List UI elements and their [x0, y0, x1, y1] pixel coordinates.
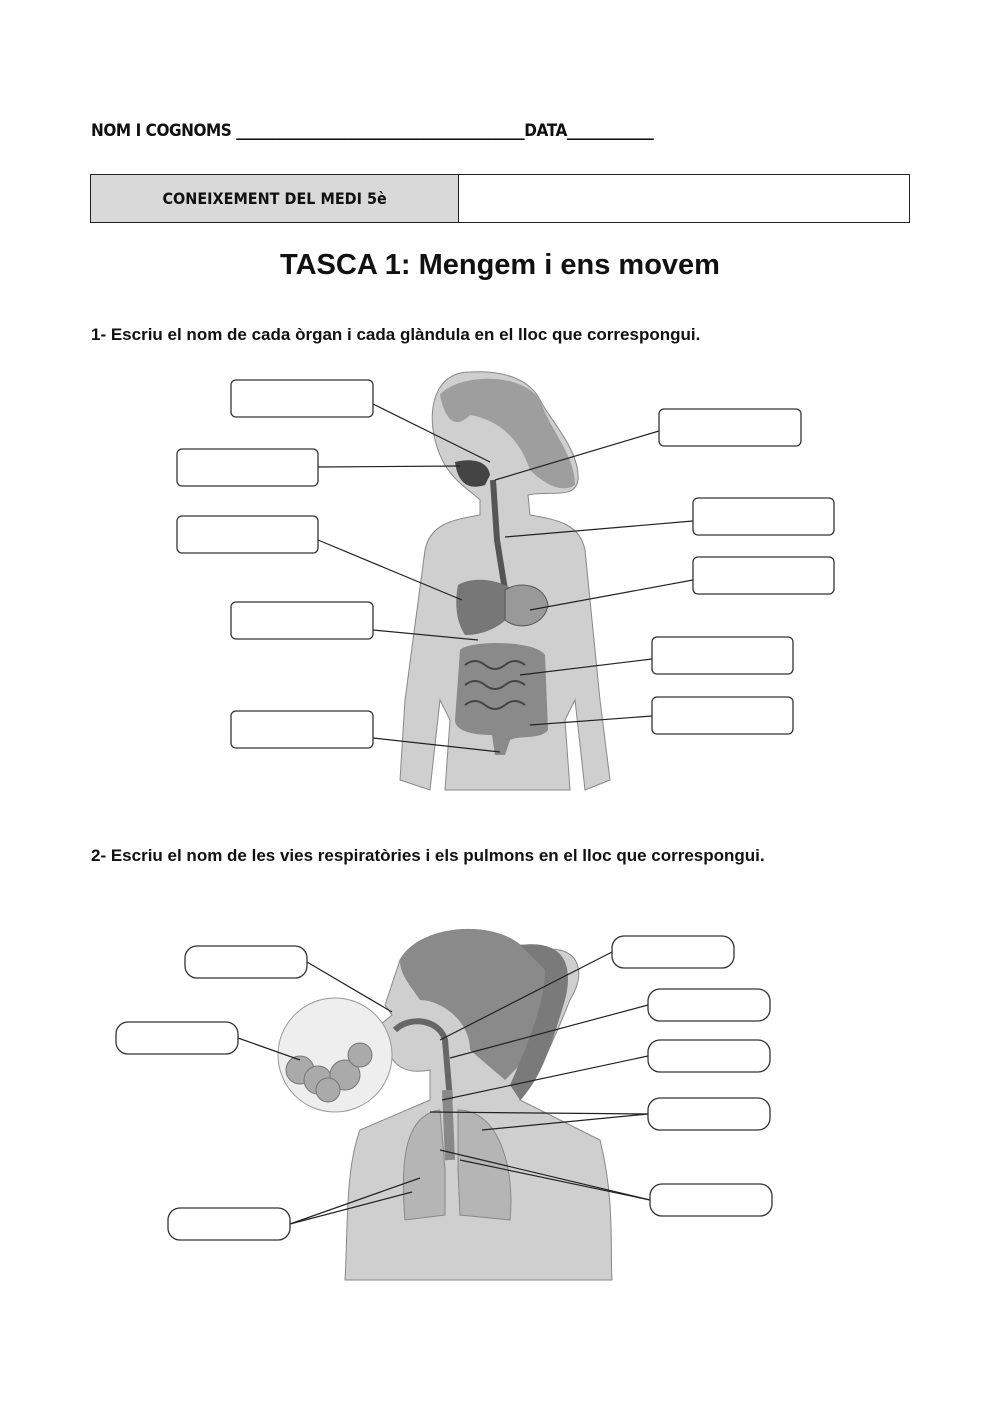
answer-box-10[interactable] [652, 697, 793, 734]
answer-box-7[interactable] [693, 498, 834, 535]
answer-box-14[interactable] [648, 989, 770, 1021]
answer-box-3[interactable] [177, 516, 318, 553]
answer-box-2[interactable] [177, 449, 318, 486]
answer-box-9[interactable] [652, 637, 793, 674]
answer-box-4[interactable] [231, 602, 373, 639]
answer-box-8[interactable] [693, 557, 834, 594]
answer-box-17[interactable] [650, 1184, 772, 1216]
subject-label: CONEIXEMENT DEL MEDI 5è [162, 189, 387, 208]
name-date-line: NOM I COGNOMS ________________________________________DATA____________ [91, 121, 654, 141]
answer-box-18[interactable] [168, 1208, 290, 1240]
answer-box-1[interactable] [231, 380, 373, 417]
question-2: 2- Escriu el nom de les vies respiratòries i els pulmons en el lloc que correspongui. [91, 846, 765, 865]
answer-box-15[interactable] [648, 1040, 770, 1072]
answer-box-5[interactable] [231, 711, 373, 748]
respiratory-system-figure [278, 929, 612, 1280]
question-1: 1- Escriu el nom de cada òrgan i cada glàndula en el lloc que correspongui. [91, 325, 701, 344]
answer-box-11[interactable] [185, 946, 307, 978]
page-title: TASCA 1: Mengem i ens movem [280, 249, 720, 281]
digestive-system-figure [400, 372, 610, 790]
answer-box-16[interactable] [648, 1098, 770, 1130]
answer-box-13[interactable] [612, 936, 734, 968]
answer-box-12[interactable] [116, 1022, 238, 1054]
answer-box-6[interactable] [659, 409, 801, 446]
